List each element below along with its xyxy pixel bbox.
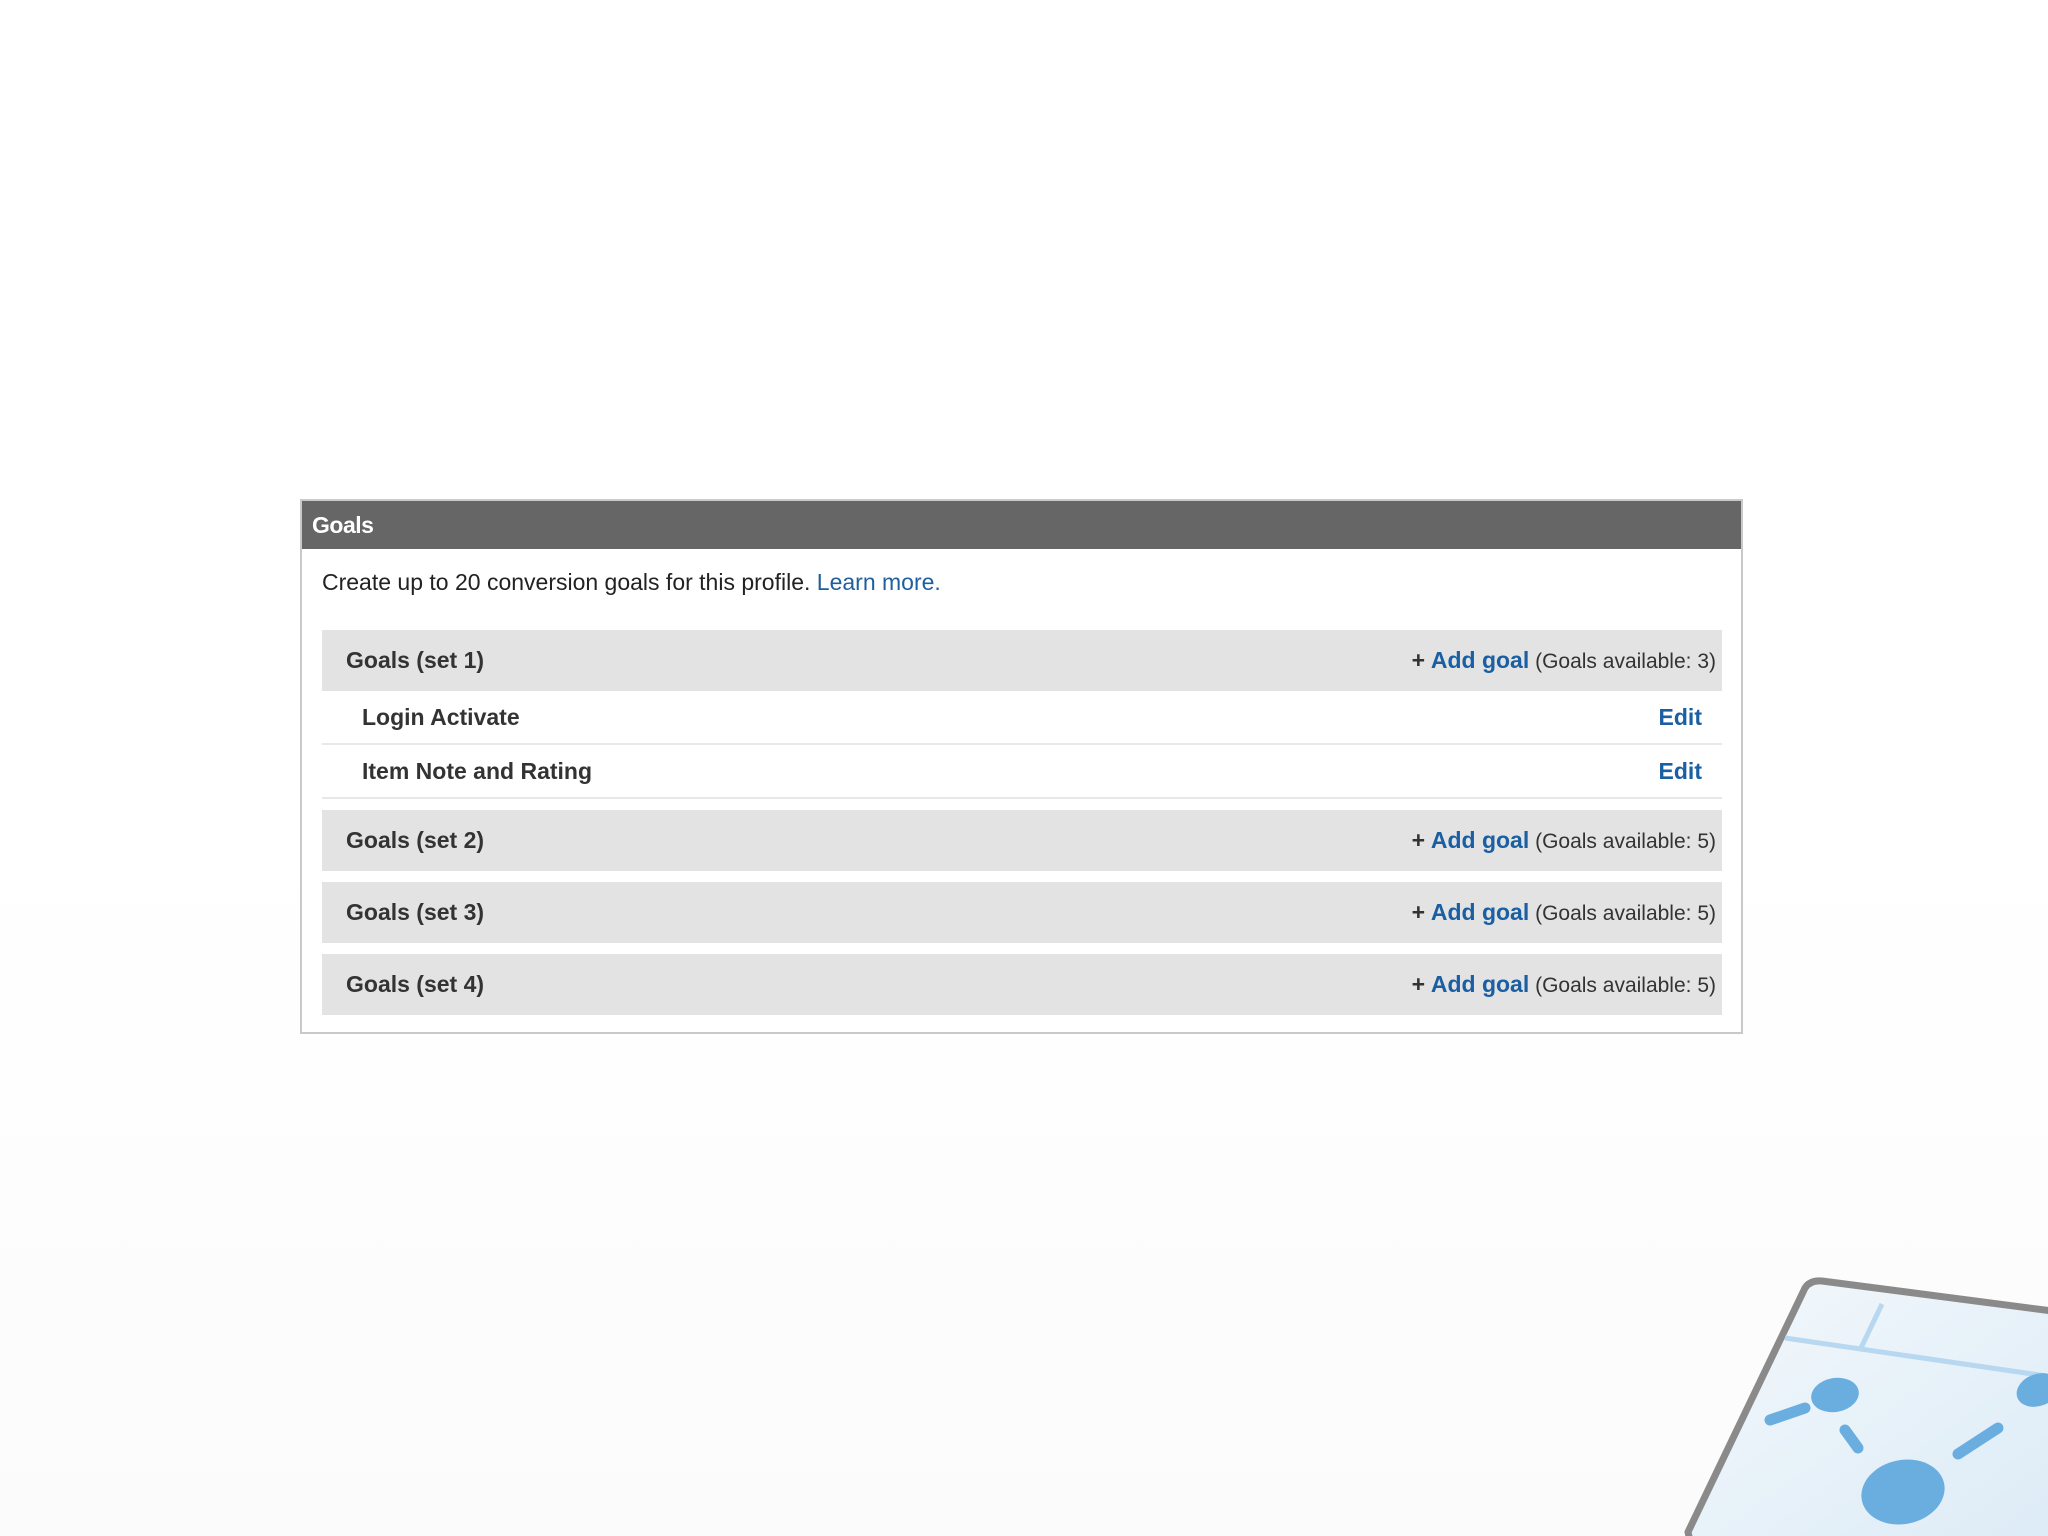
goal-set-title: Goals (set 3): [346, 899, 485, 925]
intro-text-line: [322, 569, 941, 596]
add-goal-link[interactable]: Add goal: [1430, 899, 1530, 925]
goals-available-text: (Goals available: 5): [1535, 830, 1716, 853]
add-goal-link[interactable]: Add goal: [1430, 971, 1530, 997]
analytics-logo-icon: [1660, 1270, 2048, 1536]
goals-available-text: (Goals available: 3): [1535, 650, 1716, 673]
plus-icon: +: [1411, 971, 1425, 997]
goal-set-actions: [1412, 810, 1716, 872]
goals-available-text: (Goals available: 5): [1535, 902, 1716, 925]
learn-more-link[interactable]: Learn more.: [816, 569, 941, 595]
goal-set-actions: [1412, 954, 1716, 1016]
goal-row: [322, 745, 1722, 799]
goal-set-title: Goals (set 2): [346, 827, 485, 853]
goal-set-actions: [1412, 882, 1716, 944]
goal-name: Item Note and Rating: [362, 758, 593, 784]
plus-icon: +: [1411, 647, 1425, 673]
goal-set-title: Goals (set 1): [346, 647, 485, 673]
goal-set-title: Goals (set 4): [346, 971, 485, 997]
goals-panel: [300, 499, 1743, 1034]
edit-goal-link[interactable]: Edit: [1658, 704, 1702, 730]
goal-set-3-row: [322, 882, 1722, 943]
intro-text: Create up to 20 conversion goals for this profile.: [322, 569, 811, 595]
edit-goal-link[interactable]: Edit: [1658, 758, 1702, 784]
panel-title: Goals: [302, 501, 1741, 549]
goal-set-4-row: [322, 954, 1722, 1015]
goal-set-1-row: [322, 630, 1722, 691]
goal-set-2-row: [322, 810, 1722, 871]
goal-set-actions: [1412, 630, 1716, 692]
goal-name: Login Activate: [362, 704, 520, 730]
add-goal-link[interactable]: Add goal: [1430, 827, 1530, 853]
goals-available-text: (Goals available: 5): [1535, 974, 1716, 997]
add-goal-link[interactable]: Add goal: [1430, 647, 1530, 673]
plus-icon: +: [1411, 899, 1425, 925]
goal-row: [322, 691, 1722, 745]
plus-icon: +: [1411, 827, 1425, 853]
